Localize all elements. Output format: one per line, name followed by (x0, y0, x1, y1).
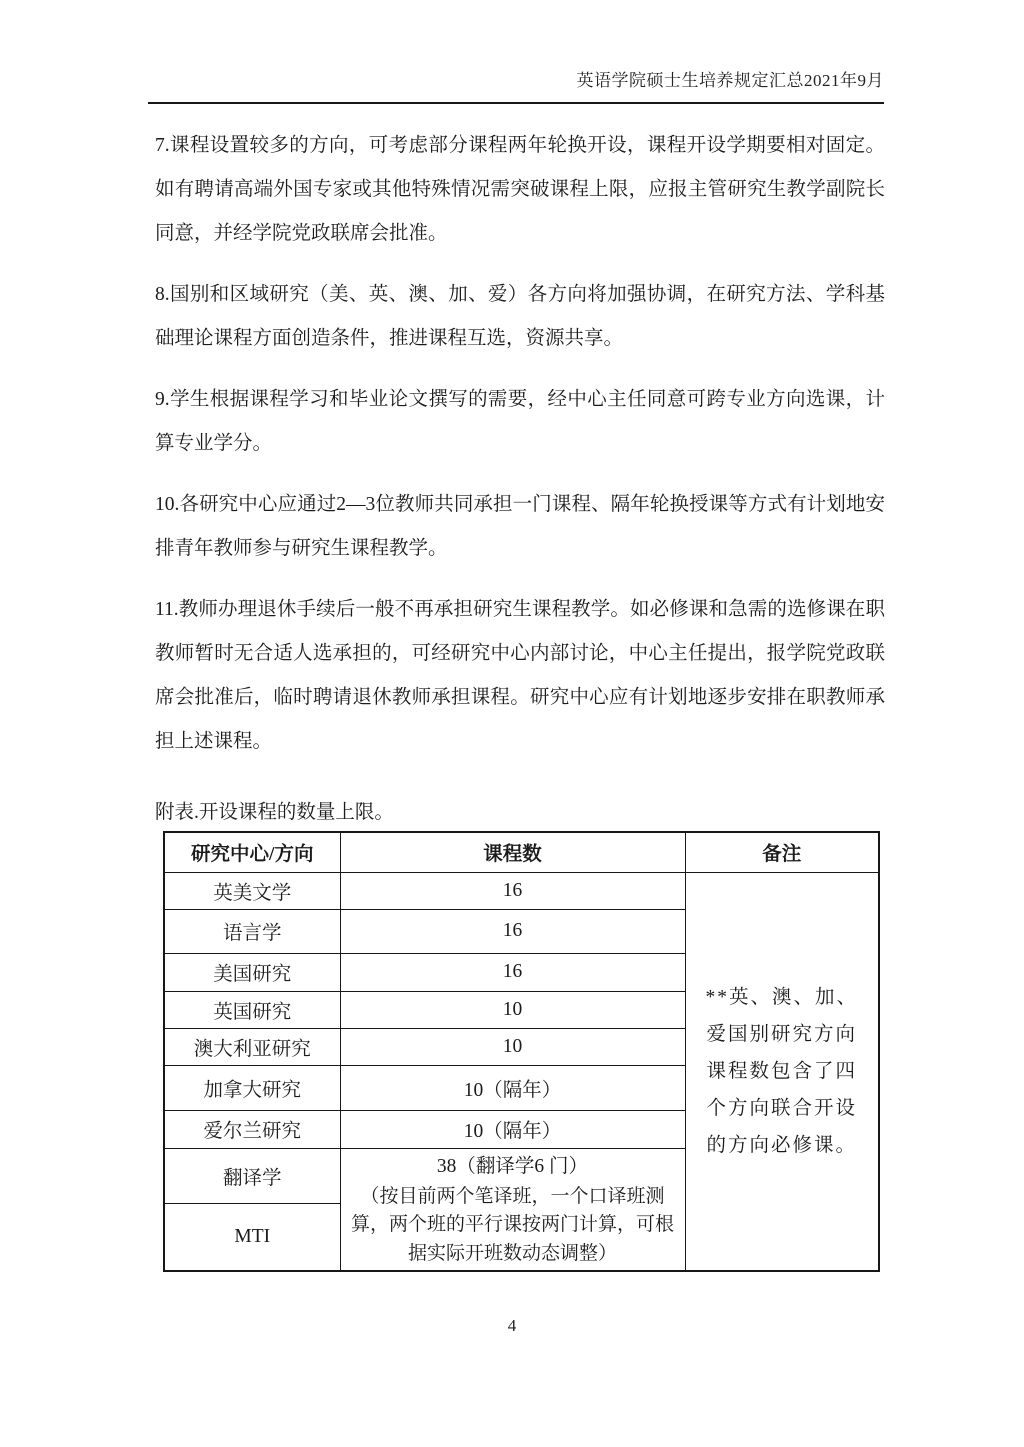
paragraph-9: 9.学生根据课程学习和毕业论文撰写的需要，经中心主任同意可跨专业方向选课，计算专业学分。 (155, 389, 885, 454)
course-count-cell: 10 (340, 991, 685, 1028)
document-body (155, 124, 885, 1272)
direction-cell: 英国研究 (164, 991, 340, 1028)
direction-cell: 澳大利亚研究 (164, 1028, 340, 1065)
running-header-title: 英语学院硕士生培养规定汇总2021年9月 (576, 71, 884, 90)
column-header-remarks: 备注 (685, 832, 879, 872)
paragraph-8: 8.国别和区域研究（美、英、澳、加、爱）各方向将加强协调，在研究方法、学科基础理论课程方面创造条件，推进课程互选，资源共享。 (155, 284, 885, 349)
course-limit-table (163, 831, 880, 1272)
page-number: 4 (507, 1316, 517, 1335)
header-rule (148, 102, 884, 104)
remarks-cell: **英、澳、加、爱国别研究方向课程数包含了四个方向联合开设的方向必修课。 (685, 872, 879, 1271)
course-count-cell: 10（隔年） (340, 1065, 685, 1110)
count-note-line: （按目前两个笔译班，一个口译班测算，两个班的平行课按两门计算，可根据实际开班数动态调整） (350, 1185, 674, 1264)
course-count-cell: 16 (340, 909, 685, 953)
direction-cell: 英美文学 (164, 872, 340, 909)
table-caption: 附表.开设课程的数量上限。 (155, 802, 394, 823)
course-count-cell: 10（隔年） (340, 1110, 685, 1148)
column-header-direction: 研究中心/方向 (164, 832, 340, 872)
direction-cell-mti: MTI (164, 1203, 340, 1271)
running-header (148, 66, 884, 91)
direction-cell: 美国研究 (164, 953, 340, 991)
paragraph-10: 10.各研究中心应通过2—3位教师共同承担一门课程、隔年轮换授课等方式有计划地安排青年教师参与研究生课程教学。 (155, 494, 885, 559)
table-header-row (164, 832, 879, 872)
course-count-cell: 10 (340, 1028, 685, 1065)
table-row (164, 872, 879, 909)
direction-cell: 爱尔兰研究 (164, 1110, 340, 1148)
course-count-cell: 16 (340, 872, 685, 909)
direction-cell-translation: 翻译学 (164, 1148, 340, 1203)
count-main-line: 38（翻译学6 门） (436, 1155, 589, 1177)
direction-cell: 加拿大研究 (164, 1065, 340, 1110)
column-header-course-count: 课程数 (340, 832, 685, 872)
paragraph-11: 11.教师办理退休手续后一般不再承担研究生课程教学。如必修课和急需的选修课在职教师暂时无合适人选承担的，可经研究中心内部讨论，中心主任提出，报学院党政联席会批准后，临时聘请退休教师承担课程。研究中心应有计划地逐步安排在职教师承担上述课程。 (155, 599, 885, 752)
course-count-cell: 16 (340, 953, 685, 991)
paragraph-7: 7.课程设置较多的方向，可考虑部分课程两年轮换开设，课程开设学期要相对固定。如有聘请高端外国专家或其他特殊情况需突破课程上限，应报主管研究生教学副院长同意，并经学院党政联席会批准。 (155, 135, 885, 244)
course-count-merged-cell (340, 1148, 685, 1271)
direction-cell: 语言学 (164, 909, 340, 953)
